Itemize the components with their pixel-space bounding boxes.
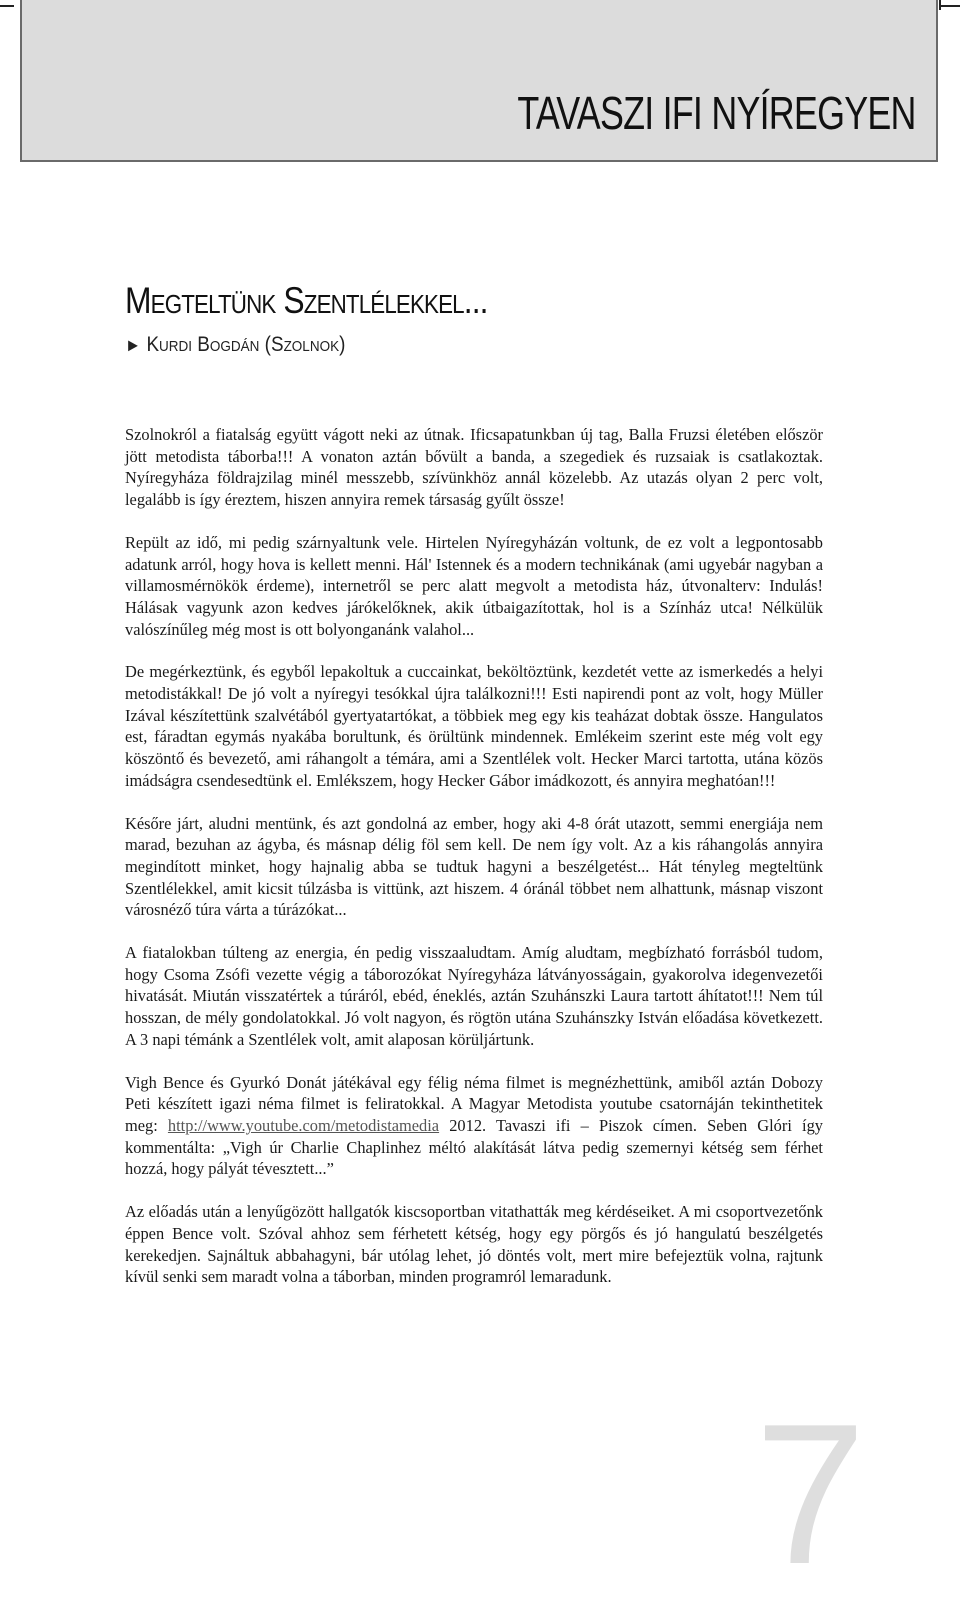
paragraph-2: Repült az idő, mi pedig szárnyaltunk vele. Hirtelen Nyíregyházán voltunk, de ez volt a legpontosabb adatunk arról, hogy hova is kellett menni. Hál' Istennek és a modern technikának (ami ugyebár nagyban a villamosmérnökök érdeme), internetről se perc alatt megvolt a metodista ház, útvonalterv: Indulás! Hálásak vagyunk azon kedves járókelőknek, akik útbaigazítottak, hol is a Színház utca! Nélkülük valószínűleg még most is ott bolyonganánk valahol... [125,532,823,639]
crop-mark-right-vertical [939,0,941,10]
byline-author: Kurdi Bogdán (Szolnok) [146,333,346,356]
section-header-title: TAVASZI IFI NYÍREGYEN [517,87,916,139]
article-byline [125,333,345,357]
crop-mark-left [0,5,14,7]
paragraph-7: Az előadás után a lenyűgözött hallgatók kiscsoportban vitathatták meg kérdéseiket. A mi csoportvezetőnk éppen Bence volt. Szóval ahhoz sem férhetett kétség, hogy egy pörgős és jó hangulatú beszélgetés kerekedjen. Sajnáltuk abbahagyni, bár utólag lehet, jó döntés volt, mert mire befejeztük volna, rajtunk kívül senki sem maradt volna a táborban, minden programról lemaradunk. [125,1202,823,1287]
arrow-right-icon: ► [125,335,142,355]
paragraph-3: De megérkeztünk, és egyből lepakoltuk a cuccainkat, beköltöztünk, kezdetét vette az ismerkedés a helyi metodistákkal! De jó volt a nyíregyi tesókkal újra találkozni!!! Esti napirendi pont az volt, hogy Müller Izával készítettünk szalvétából gyertyatartókat, a többiek meg egy kis teaházat dobtak össze. Hangulatos est, fáradtan egymás nyakába borultunk, és örültünk mindennek. Emlékeim szerint este még volt egy köszöntő és bevezető, ami ráhangolt a témára, ami a Szentlélek volt. Hecker Marci tartotta, utána közös imádságra csendesedtünk el. Emlékszem, hogy Hecker Gábor imádkozott, és annyira meghatóan!!! [125,662,823,790]
paragraph-6-text: Vigh Bence és Gyurkó Donát játékával egy félig néma filmet is megnézhettünk, amiből aztán Dobozy Peti készített igazi néma filmet is feliratokkal. A Magyar Metodista youtube csatornáján tekinthetitek meg: [125,1072,823,1135]
paragraph-6 [125,1072,823,1181]
article-body [125,424,823,1309]
page-number: 7 [754,1383,866,1606]
paragraph-4: Későre járt, aludni mentünk, és azt gondolná az ember, hogy aki 4-8 órát utazott, semmi energiája nem marad, bezuhan az ágyba, és másnap délig föl sem kell. De nem így volt. Az a kis ráhangolás annyira megindított minket, hogy hajnalig abba se tudtuk hagyni a beszélgetést... Hát tényleg megteltünk Szentlélekkel, amit kicsit túlzásba is vittünk, azt hiszem. 4 óránál többet nem alhattunk, másnap viszont városnéző túra várta a túrázókat... [125,813,823,920]
paragraph-6-after: 2012. Tavaszi ifi – Piszok címen. Seben Glóri így kommentálta: „Vigh úr Charlie Chaplinhez méltó alakítását látva pedig szemernyi kétség sem férhet hozzá, hogy pályát tévesztett...” [125,1115,823,1179]
crop-mark-right [940,5,960,7]
youtube-link[interactable]: http://www.youtube.com/metodistamedia [167,1115,440,1135]
paragraph-1: Szolnokról a fiatalság együtt vágott neki az útnak. Ificsapatunkban új tag, Balla Fruzsi életében először jött metodista táborba!!! A vonaton aztán bővült a banda, a szegediek és ruzsaiak is csatlakoztak. Nyíregyháza földrajzilag minél messzebb, szívünkhöz annál közelebb. Az utazás olyan 2 perc volt, legalább is így éreztem, hiszen annyira remek társaság gyűlt össze! [125,425,823,510]
article-title: Megteltünk Szentlélekkel... [125,280,488,321]
paragraph-5: A fiatalokban túlteng az energia, én pedig visszaaludtam. Amíg aludtam, megbízható forrásból tudom, hogy Csoma Zsófi vezette végig a táborozókat Nyíregyháza látványosságain, gyakorolva idegenvezetői hivatását. Miután visszatértek a túráról, ebéd, éneklés, aztán Szuhánszki Laura tartott áhítatot!!! Nem túl hosszan, de mély gondolatokkal. Jó volt nagyon, és rögtön utána Szuhánszky István előadása következett. A 3 napi témánk a Szentlélek volt, amit alaposan körüljártunk. [125,943,823,1049]
